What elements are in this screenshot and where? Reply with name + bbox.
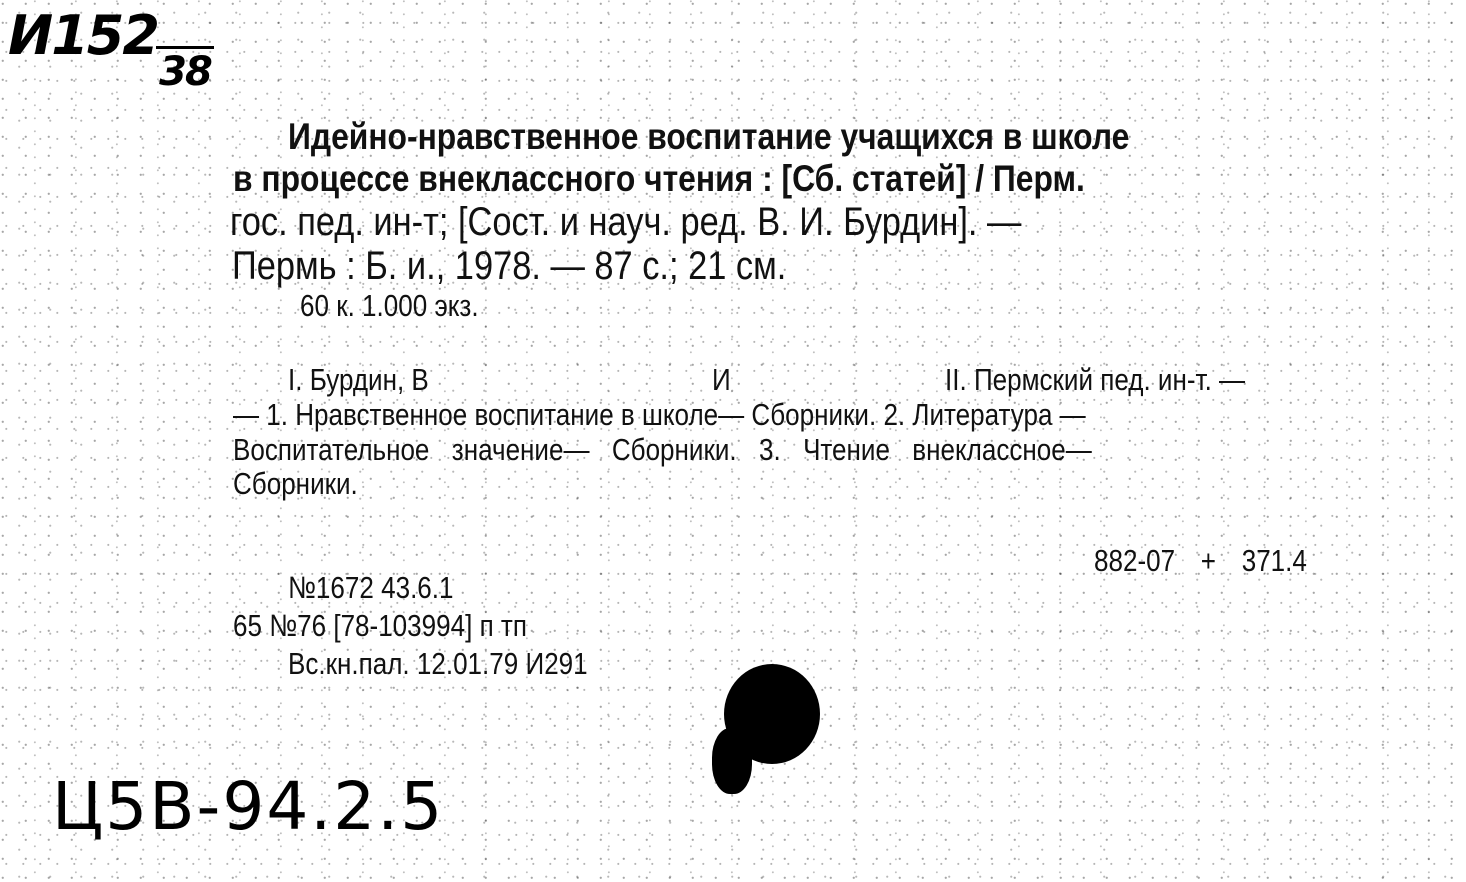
tracing-line-2: — 1. Нравственное воспитание в школе— Сборники. 2. Литература —	[233, 397, 1086, 432]
tracing-line-4: Сборники.	[233, 466, 358, 501]
shelf-mark: Ц5В-94.2.5	[52, 768, 445, 845]
call-number	[8, 4, 211, 95]
tracing-line-1c: II. Пермский пед. ин-т. —	[945, 362, 1246, 397]
title-line-2: в процессе внеклассного чтения : [Сб. статей] / Перм.	[233, 158, 1085, 199]
record-line-3: Вс.кн.пал. 12.01.79 И291	[288, 646, 588, 681]
call-number-main: И152	[8, 4, 158, 67]
price-line: 60 к. 1.000 экз.	[300, 288, 479, 323]
tracing-line-3: Воспитательное значение— Сборники. 3. Чтение внеклассное—	[233, 432, 1092, 467]
title-line-1: Идейно-нравственное воспитание учащихся в школе	[288, 116, 1130, 157]
call-number-fraction: 38	[156, 46, 214, 95]
tracing-line-1a: I. Бурдин, В	[288, 362, 429, 397]
tracing-line-1b: И	[712, 362, 731, 397]
title-line-4: Пермь : Б. и., 1978. — 87 с.; 21 см.	[232, 244, 787, 288]
record-line-2: 65 №76 [78-103994] п тп	[233, 608, 527, 643]
record-line-1: №1672 43.6.1	[288, 570, 454, 605]
classification-index: 882-07 + 371.4	[1094, 543, 1307, 578]
title-line-3: гос. пед. ин-т; [Сост. и науч. ред. В. И. Бурдин]. —	[230, 200, 1022, 244]
